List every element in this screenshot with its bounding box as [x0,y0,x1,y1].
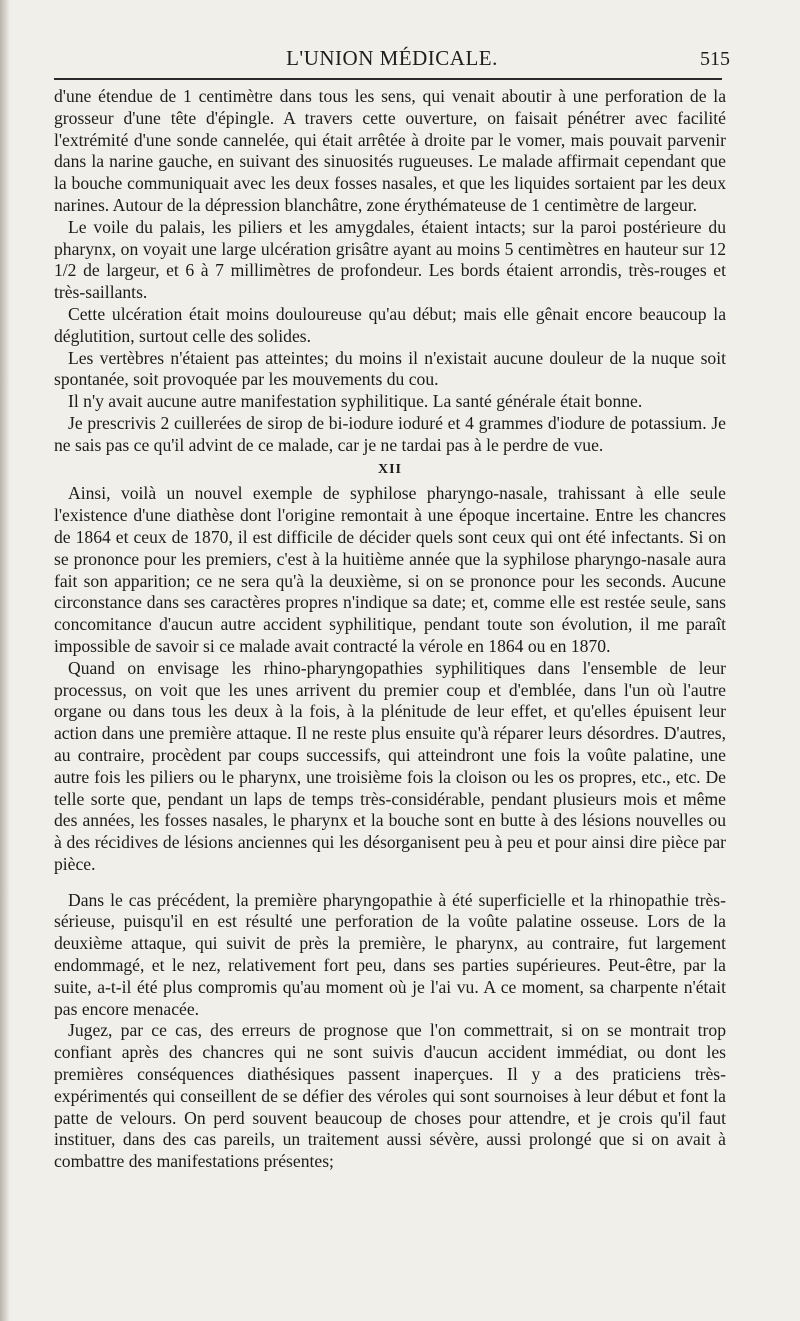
paragraph: Il n'y avait aucune autre manifestation syphilitique. La santé générale était bonne. [68,391,643,412]
header-rule [54,78,722,80]
page-number: 515 [700,48,730,70]
paragraph: Le voile du palais, les piliers et les amygdales, étaient intacts; sur la paroi postérieure du pharynx, on voyait une large ulcération grisâtre ayant au moins 5 centimètres en hauteur sur 12 1/2 de largeur, et 6 à 7 millimètres de profondeur. Les bords étaient arrondis, très-rouges et très-saillants. [54,216,726,303]
paragraph: d'une étendue de 1 centimètre dans tous les sens, qui venait aboutir à une perforation de la grosseur d'une tête d'épingle. A travers cette ouverture, on faisait pénétrer avec facilité l'extrémité d'une sonde cannelée, qui était arrêtée à droite par le vomer, mais pouvait parvenir dans la narine gauche, en suivant des sinuosités rugueuses. Le malade affirmait cependant que la bouche communiquait avec les deux fosses nasales, et que les liquides sortaient par les deux narines. Autour de la dépression blanchâtre, zone érythémateuse de 1 centimètre de largeur. [54,86,726,215]
paragraph: Ainsi, voilà un nouvel exemple de syphilose pharyngo-nasale, trahissant à elle seule l'existence d'une diathèse dont l'origine remontait à une époque incertaine. Entre les chancres de 1864 et ceux de 1870, il est difficile de décider quels sont ceux qui ont été infectants. Si on se prononce pour les premiers, c'est à la huitième année que la syphilose pharyngo-nasale aura fait son apparition; ce ne sera qu'à la deuxième, si on se prononce pour les seconds. Aucune circonstance dans ses caractères propres n'indique sa date; et, comme elle est restée seule, sans concomitance d'aucun autre accident syphilitique, pendant toute son évolution, il me paraît impossible de savoir si ce malade avait contracté la vérole en 1864 ou en 1870. [54,483,726,656]
paragraph: Je prescrivis 2 cuillerées de sirop de bi-iodure ioduré et 4 grammes d'iodure de potassium. Je ne sais pas ce qu'il advint de ce malade, car je ne tardai pas à le perdre de vue. [54,412,726,455]
section-number: XII [377,461,402,477]
paragraph: Dans le cas précédent, la première pharyngopathie à été superficielle et la rhinopathie très-sérieuse, puisqu'il en est résulté une perforation de la voûte palatine osseuse. Lors de la deuxième attaque, qui suivit de près la première, le pharynx, au contraire, fut largement endommagé, et le nez, relativement fort peu, dans ses parties supérieures. Peut-être, par la suite, a-t-il été plus compromis qu'au moment où je l'ai vu. A ce moment, sa charpente n'était pas encore menacée. [54,889,726,1019]
running-title: L'UNION MÉDICALE. [286,46,498,70]
body-text [54,86,726,1173]
paragraph: Cette ulcération était moins douloureuse qu'au début; mais elle gênait encore beaucoup la déglutition, surtout celle des solides. [54,303,726,346]
paragraph: Les vertèbres n'étaient pas atteintes; du moins il n'existait aucune douleur de la nuque soit spontanée, soit provoquée par les mouvements du cou. [54,347,726,390]
page-gutter-shadow [0,0,10,1321]
paragraph: Jugez, par ce cas, des erreurs de prognose que l'on commettrait, si on se montrait trop confiant après des chancres qui ne sont suivis d'aucun accident immédiat, ou dont les premières conséquences diathésiques passent inaperçues. Il y a des praticiens très-expérimentés qui conseillent de se défier des véroles qui sont sournoises à leur début et font la patte de velours. On perd souvent beaucoup de choses pour attendre, et je crois qu'il faut instituer, dans des cas pareils, un traitement aussi sévère, aussi prolongé que si on avait à combattre des manifestations présentes; [54,1020,726,1172]
paragraph: Quand on envisage les rhino-pharyngopathies syphilitiques dans l'ensemble de leur processus, on voit que les unes arrivent du premier coup et d'emblée, dans l'un où l'autre organe ou dans tous les deux à la fois, à la plénitude de leur effet, et qu'elles épuisent leur action dans une première attaque. Il ne reste plus ensuite qu'à réparer leurs désordres. D'autres, au contraire, procèdent par coups successifs, qui atteindront une fois la voûte palatine, une autre fois les piliers ou le pharynx, une troisième fois la cloison ou les os propres, etc., etc. De telle sorte que, pendant un laps de temps très-considérable, pendant plusieurs mois et même des années, les fosses nasales, le pharynx et la bouche sont en butte à des lésions nouvelles ou à des récidives de lésions anciennes qui les désorganisent peu à peu et pour ainsi dire pièce par pièce. [54,657,726,874]
page-header [54,44,730,74]
